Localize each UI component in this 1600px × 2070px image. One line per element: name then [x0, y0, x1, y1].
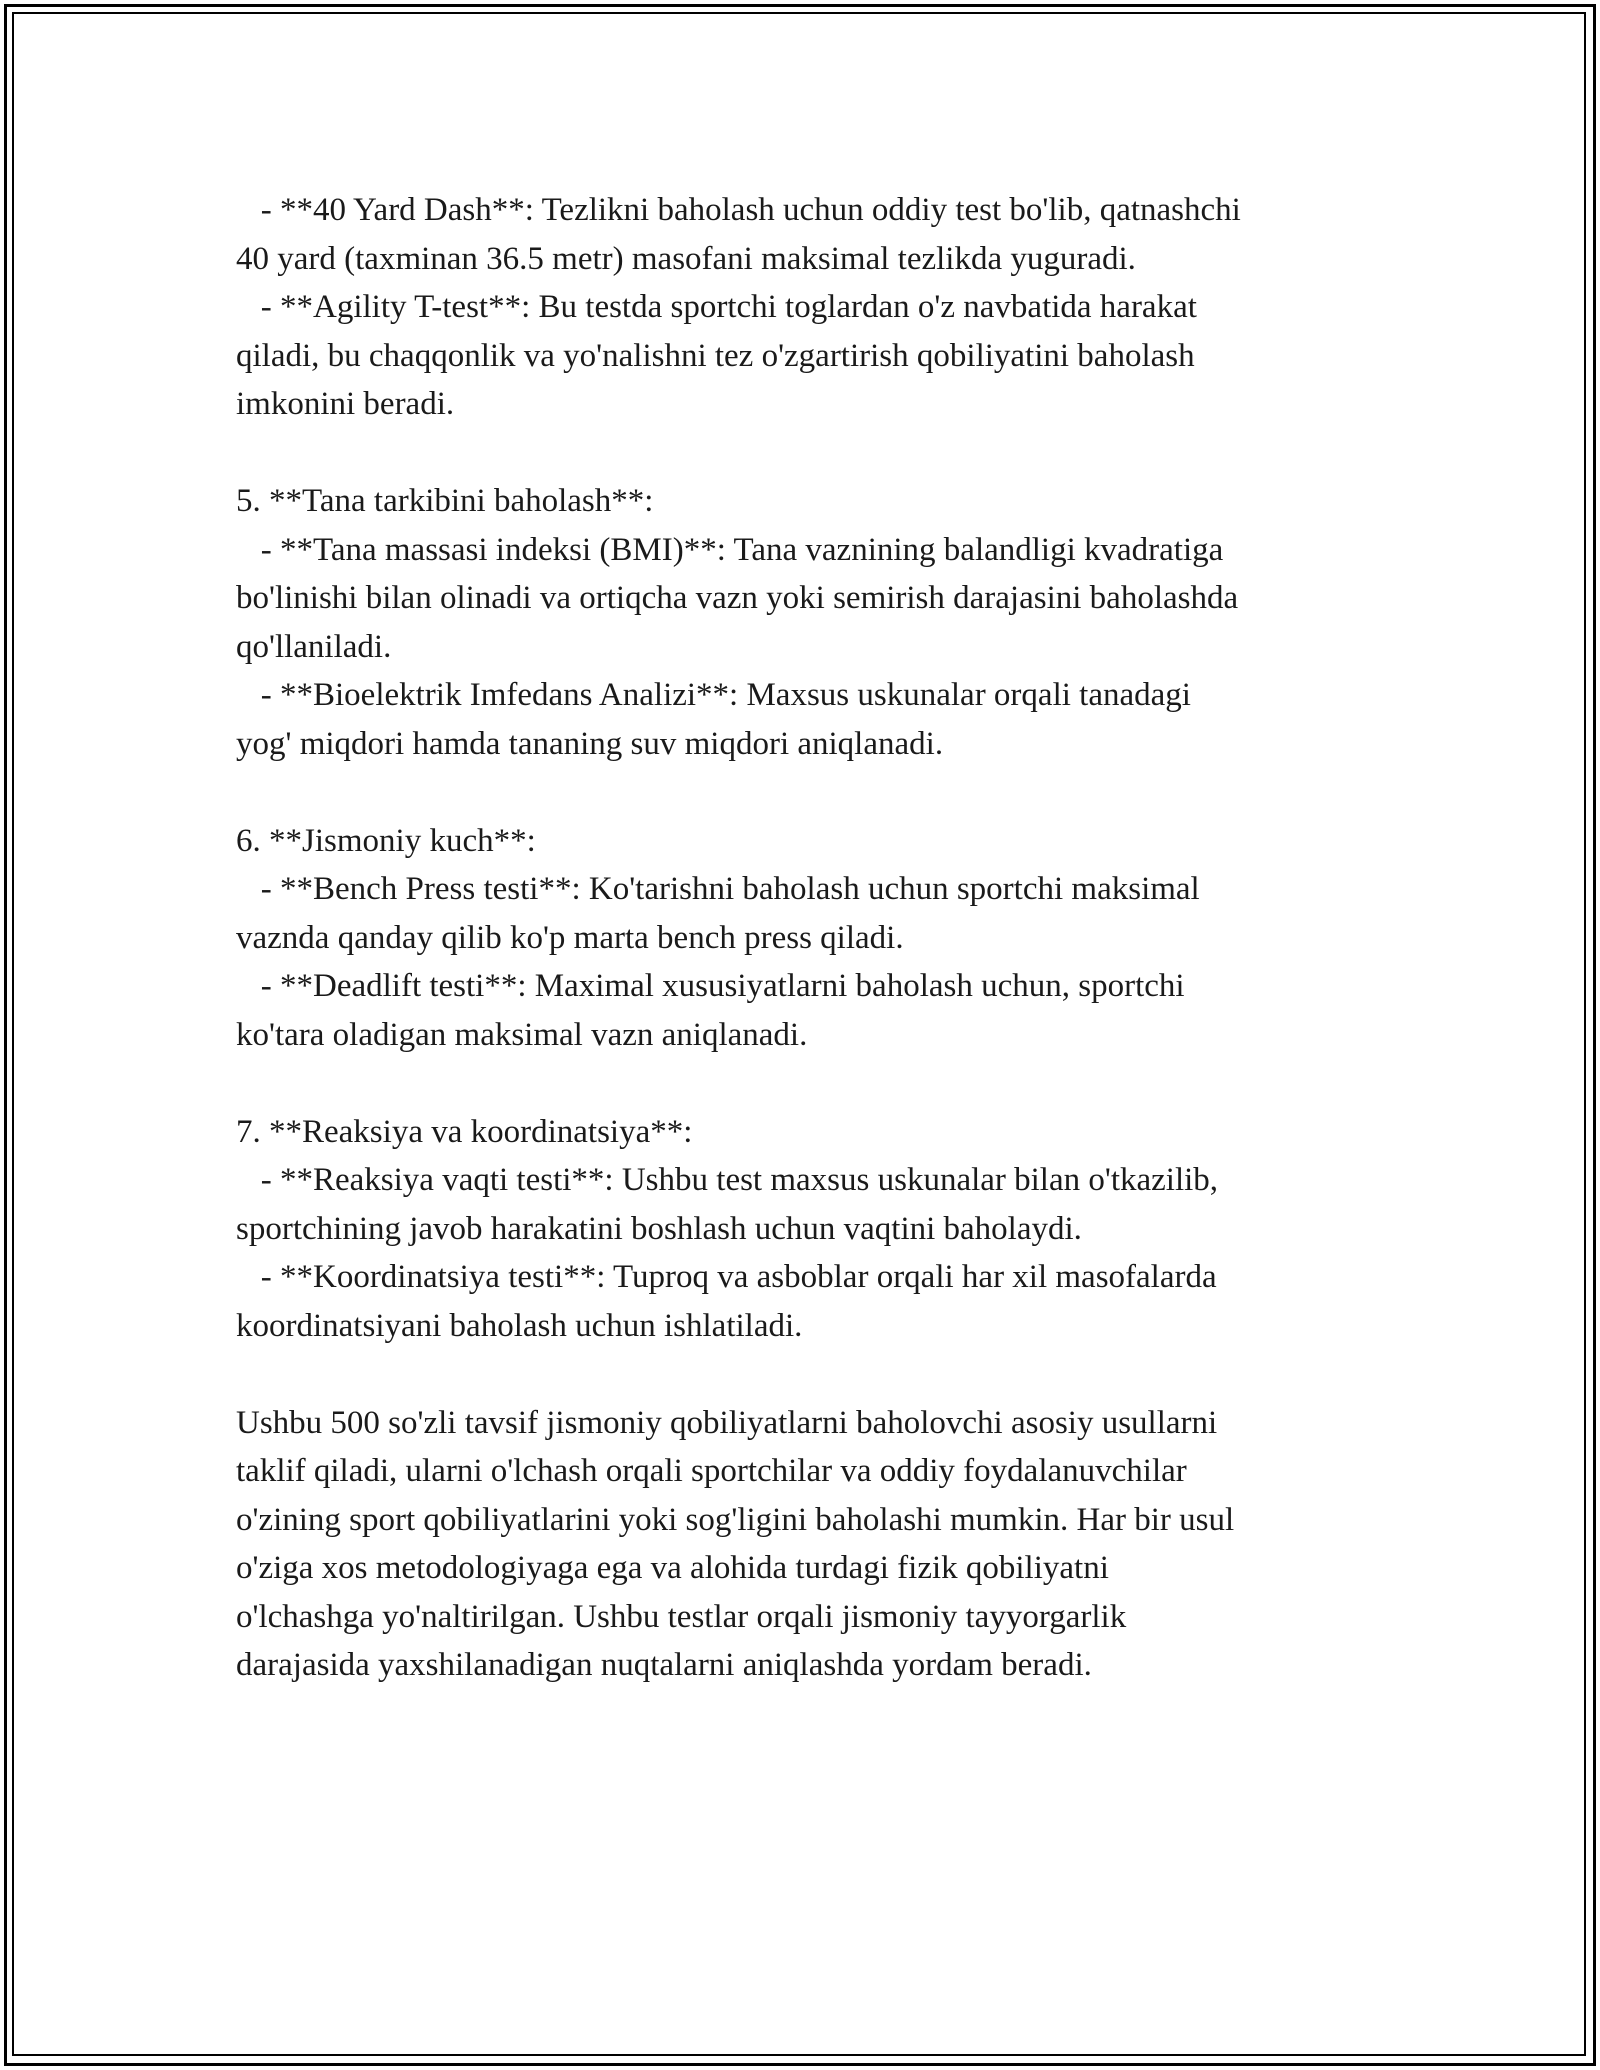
- text-line: - **Tana massasi indeksi (BMI)**: Tana vaznining balandligi kvadratiga: [236, 531, 1224, 568]
- text-line: - **Reaksiya vaqti testi**: Ushbu test maxsus uskunalar bilan o'tkazilib,: [236, 1162, 1219, 1198]
- text-line: koordinatsiyani baholash uchun ishlatiladi.: [236, 1307, 803, 1344]
- paragraph-line: Ushbu 500 so'zli tavsif jismoniy qobiliyatlarni baholovchi asosiy usullarni: [236, 1404, 1218, 1441]
- text-line: sportchining javob harakatini boshlash uchun vaqtini baholaydi.: [236, 1210, 1082, 1247]
- text-line: ko'tara oladigan maksimal vazn aniqlanadi.: [236, 1016, 808, 1053]
- blank-line: [236, 1059, 1386, 1108]
- paragraph-line: o'lchashga yo'naltirilgan. Ushbu testlar orqali jismoniy tayyorgarlik: [236, 1598, 1127, 1635]
- blank-line: [236, 768, 1386, 817]
- section-heading: 7. **Reaksiya va koordinatsiya**:: [236, 1113, 693, 1150]
- text-line: qo'llaniladi.: [236, 628, 392, 665]
- paragraph-line: o'zining sport qobiliyatlarini yoki sog'ligini baholashi mumkin. Har bir usul: [236, 1501, 1235, 1538]
- paragraph-line: o'ziga xos metodologiyaga ega va alohida turdagi fizik qobiliyatni: [236, 1550, 1109, 1586]
- paragraph-line: darajasida yaxshilanadigan nuqtalarni aniqlashda yordam beradi.: [236, 1647, 1092, 1683]
- text-line: vaznda qanday qilib ko'p marta bench press qiladi.: [236, 919, 904, 956]
- text-line: - **Koordinatsiya testi**: Tuproq va asboblar orqali har xil masofalarda: [236, 1259, 1217, 1295]
- text-line: imkonini beradi.: [236, 386, 455, 422]
- section-heading: 6. **Jismoniy kuch**:: [236, 822, 536, 859]
- text-line: bo'linishi bilan olinadi va ortiqcha vazn yoki semirish darajasini baholashda: [236, 580, 1239, 616]
- blank-line: [236, 1350, 1386, 1399]
- text-line: - **Deadlift testi**: Maximal xususiyatlarni baholash uchun, sportchi: [236, 968, 1185, 1004]
- text-line: 40 yard (taxminan 36.5 metr) masofani maksimal tezlikda yuguradi.: [236, 240, 1136, 277]
- text-line: - **Bench Press testi**: Ko'tarishni baholash uchun sportchi maksimal: [236, 871, 1200, 907]
- text-line: - **40 Yard Dash**: Tezlikni baholash uchun oddiy test bo'lib, qatnashchi: [236, 192, 1241, 228]
- paragraph-line: taklif qiladi, ularni o'lchash orqali sportchilar va oddiy foydalanuvchilar: [236, 1453, 1187, 1489]
- blank-line: [236, 429, 1386, 478]
- text-line: - **Agility T-test**: Bu testda sportchi toglardan o'z navbatida harakat: [236, 289, 1197, 325]
- text-line: - **Bioelektrik Imfedans Analizi**: Maxsus uskunalar orqali tanadagi: [236, 677, 1191, 713]
- text-line: yog' miqdori hamda tananing suv miqdori aniqlanadi.: [236, 725, 944, 762]
- text-line: qiladi, bu chaqqonlik va yo'nalishni tez o'zgartirish qobiliyatini baholash: [236, 337, 1195, 374]
- document-body: [236, 186, 1386, 1690]
- section-heading: 5. **Tana tarkibini baholash**:: [236, 483, 654, 519]
